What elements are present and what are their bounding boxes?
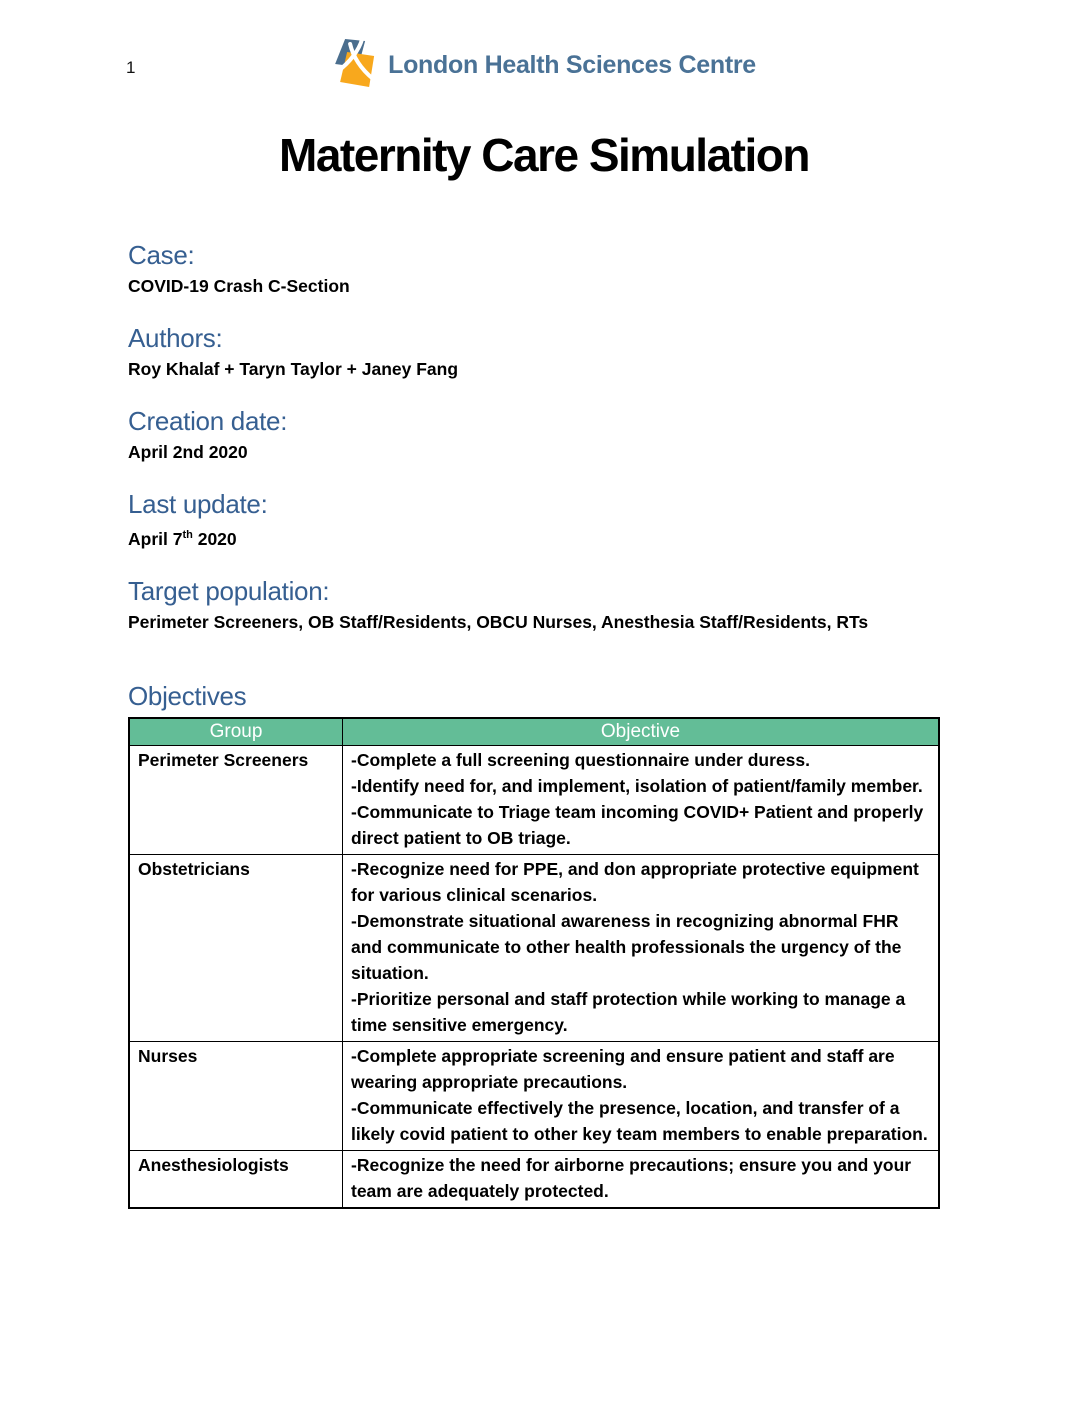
- column-header-group: Group: [129, 718, 343, 746]
- objective-cell: [343, 745, 940, 854]
- section-body-creation-date: April 2nd 2020: [128, 442, 248, 462]
- section-heading-creation-date: Creation date:: [128, 406, 288, 436]
- section-heading-authors: Authors:: [128, 323, 223, 353]
- page-number: 1: [126, 58, 136, 77]
- objective-cell: [343, 854, 940, 1041]
- column-header-objective: Objective: [343, 718, 940, 746]
- objectives-table: [128, 717, 940, 1209]
- objective-item: -Recognize the need for airborne precautions; ensure you and your team are adequately protected.: [351, 1154, 912, 1201]
- objective-item: -Communicate to Triage team incoming COVID+ Patient and properly direct patient to OB triage.: [351, 801, 924, 848]
- table-row: [129, 745, 939, 854]
- section-body-target-population: Perimeter Screeners, OB Staff/Residents, OBCU Nurses, Anesthesia Staff/Residents, RTs: [128, 611, 869, 632]
- page-title: Maternity Care Simulation: [279, 129, 809, 181]
- objective-cell: [343, 1150, 940, 1208]
- document-body: [128, 240, 940, 1209]
- table-row: [129, 854, 939, 1041]
- objective-item: -Complete a full screening questionnaire under duress.: [351, 749, 810, 770]
- section-body-case: COVID-19 Crash C-Section: [128, 276, 350, 296]
- objective-item: -Identify need for, and implement, isolation of patient/family member.: [351, 775, 923, 796]
- group-cell: Nurses: [129, 1041, 343, 1150]
- section-heading-last-update: Last update:: [128, 489, 268, 519]
- last-update-year: 2020: [192, 528, 237, 549]
- group-cell: Anesthesiologists: [129, 1150, 343, 1208]
- objective-cell: [343, 1041, 940, 1150]
- last-update-date: April 7: [128, 528, 183, 549]
- section-authors: [128, 323, 940, 382]
- section-target-population: [128, 576, 940, 635]
- lhsc-logo: [332, 38, 756, 93]
- group-cell: Obstetricians: [129, 854, 343, 1041]
- group-cell: Perimeter Screeners: [129, 745, 343, 854]
- section-case: [128, 240, 940, 299]
- objective-item: -Communicate effectively the presence, location, and transfer of a likely covid patient to other key team members to enable preparation.: [351, 1097, 928, 1144]
- objective-item: -Recognize need for PPE, and don appropriate protective equipment for various clinical scenarios.: [351, 858, 919, 905]
- section-creation-date: [128, 406, 940, 465]
- section-body-last-update: [128, 523, 940, 552]
- section-heading-target-population: Target population:: [128, 575, 330, 606]
- table-header-row: [129, 718, 939, 746]
- section-last-update: [128, 489, 940, 552]
- section-heading-case: Case:: [128, 240, 195, 270]
- objectives-heading: Objectives: [128, 680, 247, 711]
- lhsc-logo-text: London Health Sciences Centre: [388, 51, 756, 79]
- table-row: [129, 1041, 939, 1150]
- lhsc-logo-icon: [332, 38, 378, 93]
- objective-item: -Complete appropriate screening and ensure patient and staff are wearing appropriate precautions.: [351, 1045, 895, 1092]
- objective-item: -Demonstrate situational awareness in recognizing abnormal FHR and communicate to other health professionals the urgency of the situation.: [351, 910, 902, 983]
- section-body-authors: Roy Khalaf + Taryn Taylor + Janey Fang: [128, 359, 459, 379]
- objective-item: -Prioritize personal and staff protection while working to manage a time sensitive emergency.: [351, 988, 906, 1035]
- last-update-ordinal: th: [182, 529, 193, 541]
- table-row: [129, 1150, 939, 1208]
